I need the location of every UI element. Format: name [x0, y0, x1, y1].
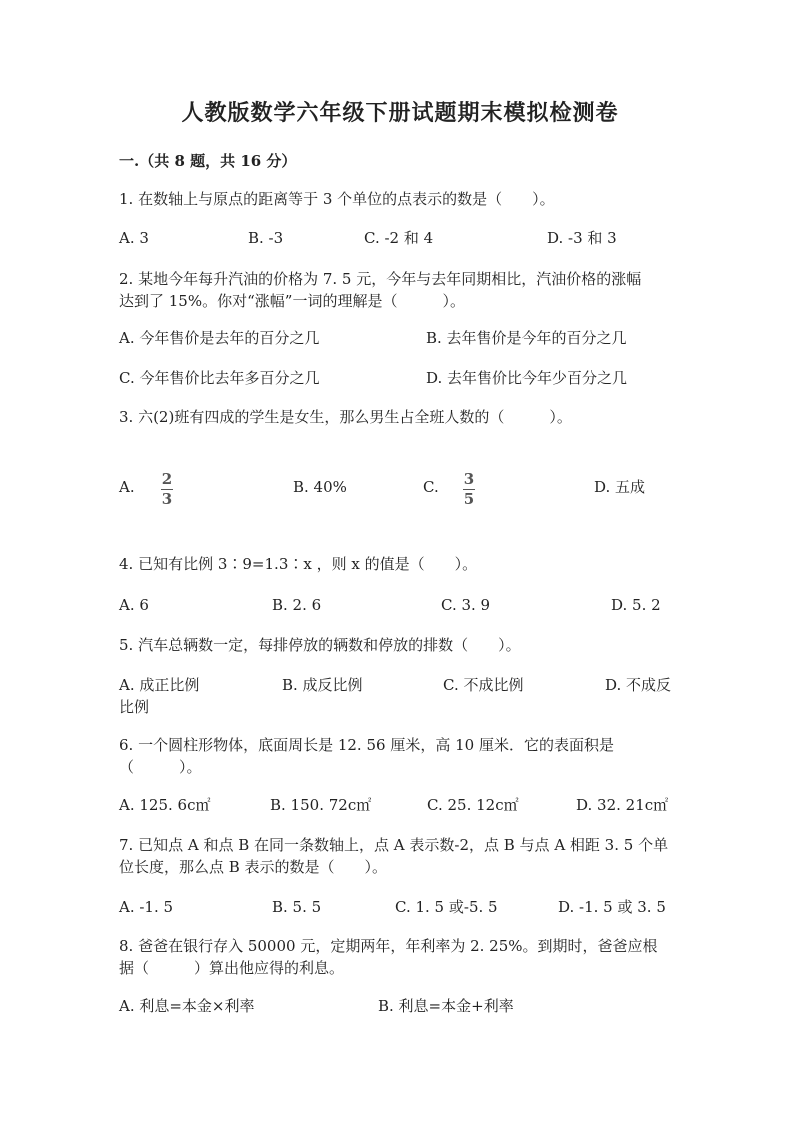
question-7-option-a: A. -1. 5	[119, 898, 174, 916]
question-4-option-c: C. 3. 9	[441, 596, 491, 614]
question-5-option-d-continued: 比例	[119, 698, 150, 716]
question-6-option-b: B. 150. 72c㎡	[270, 796, 372, 814]
question-6-option-a: A. 125. 6c㎡	[119, 796, 211, 814]
question-7-text-line2: 位长度，那么点 B 表示的数是（ ）。	[119, 858, 388, 876]
question-2-option-b: B. 去年售价是今年的百分之几	[426, 329, 627, 347]
question-3-option-c: C.	[423, 478, 439, 496]
question-1-option-a: A. 3	[119, 229, 149, 247]
question-2-text-line2: 达到了 15%。你对“涨幅”一词的理解是（ ）。	[119, 292, 465, 310]
question-6-option-c: C. 25. 12c㎡	[427, 796, 519, 814]
question-5-option-a: A. 成正比例	[119, 676, 200, 694]
question-2-option-c: C. 今年售价比去年多百分之几	[119, 369, 320, 387]
question-7-option-d: D. -1. 5 或 3. 5	[558, 898, 666, 916]
fraction-denominator: 3	[161, 490, 173, 508]
question-2-option-a: A. 今年售价是去年的百分之几	[119, 329, 320, 347]
question-6-option-d: D. 32. 21c㎡	[576, 796, 669, 814]
question-6-text-line1: 6. 一个圆柱形物体，底面周长是 12. 56 厘米，高 10 厘米．它的表面积是	[119, 736, 614, 754]
page-title: 人教版数学六年级下册试题期末模拟检测卷	[181, 100, 619, 126]
question-7-text-line1: 7. 已知点 A 和点 B 在同一条数轴上，点 A 表示数-2，点 B 与点 A 相距 3. 5 个单	[119, 836, 669, 854]
question-8-option-a: A. 利息=本金×利率	[119, 997, 255, 1015]
question-3-fraction-a	[161, 472, 173, 507]
question-6-text-line2: （ ）。	[119, 758, 202, 776]
question-1-option-c: C. -2 和 4	[364, 229, 434, 247]
question-5-option-c: C. 不成比例	[443, 676, 524, 694]
question-1-option-d: D. -3 和 3	[547, 229, 617, 247]
question-3-option-b: B. 40%	[293, 478, 347, 496]
question-4-option-a: A. 6	[119, 596, 149, 614]
fraction-numerator: 2	[161, 470, 173, 488]
question-4-text: 4. 已知有比例 3∶9=1.3∶x ，则 x 的值是（ ）。	[119, 555, 478, 573]
question-7-option-c: C. 1. 5 或-5. 5	[395, 898, 498, 916]
fraction-denominator: 5	[463, 490, 475, 508]
fraction-numerator: 3	[463, 470, 475, 488]
question-5-option-d: D. 不成反	[605, 676, 672, 694]
question-3-option-d: D. 五成	[594, 478, 646, 496]
question-3-fraction-c	[463, 472, 475, 507]
question-3-text: 3. 六(2)班有四成的学生是女生，那么男生占全班人数的（ ）。	[119, 408, 572, 426]
question-2-text-line1: 2. 某地今年每升汽油的价格为 7. 5 元，今年与去年同期相比，汽油价格的涨幅	[119, 270, 642, 288]
question-5-option-b: B. 成反比例	[282, 676, 363, 694]
question-5-text: 5. 汽车总辆数一定，每排停放的辆数和停放的排数（ ）。	[119, 636, 521, 654]
question-8-text-line2: 据（ ）算出他应得的利息。	[119, 959, 345, 977]
question-7-option-b: B. 5. 5	[272, 898, 322, 916]
question-4-option-b: B. 2. 6	[272, 596, 322, 614]
question-8-option-b: B. 利息=本金+利率	[378, 997, 514, 1015]
question-1-text: 1. 在数轴上与原点的距离等于 3 个单位的点表示的数是（ ）。	[119, 190, 555, 208]
section-heading: 一.（共 8 题，共 16 分）	[119, 152, 297, 170]
question-4-option-d: D. 5. 2	[611, 596, 661, 614]
question-1-option-b: B. -3	[248, 229, 284, 247]
question-3-option-a: A.	[119, 478, 135, 496]
question-2-option-d: D. 去年售价比今年少百分之几	[426, 369, 628, 387]
question-8-text-line1: 8. 爸爸在银行存入 50000 元，定期两年，年利率为 2. 25%。到期时，爸爸应根	[119, 937, 658, 955]
